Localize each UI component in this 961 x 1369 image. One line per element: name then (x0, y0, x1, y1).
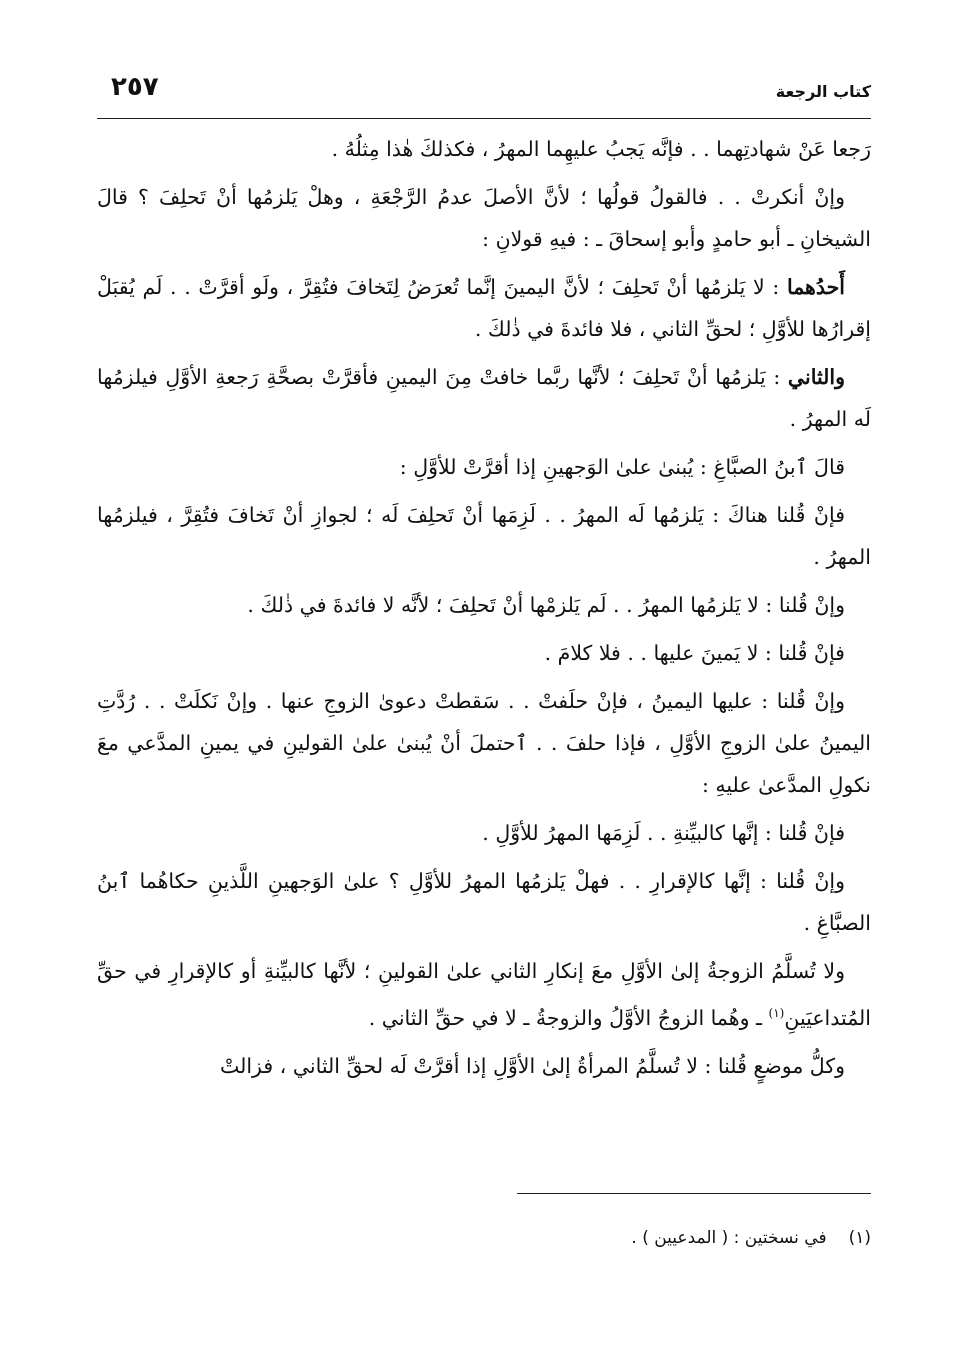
paragraph-text: فإنْ قُلنا : لا يَمينَ عليها . . فلا كلامَ . (544, 641, 845, 665)
paragraph-text: ولا تُسلَّمُ الزوجةُ إلىٰ الأوَّلِ معَ إنكارِ الثاني علىٰ القولينِ ؛ لأنَّها كالبيِّنةِ أو كالإقرارِ في حقِّ المُتداعيَينِ (97, 959, 871, 1030)
page-number: ٢٥٧ (111, 72, 159, 102)
paragraph (97, 860, 871, 944)
paragraph (97, 584, 871, 626)
paragraph-text: وإنْ قُلنا : لا يَلزمُها المهرُ . . لَم يَلزمْها أنْ تَحلِفَ ؛ لأنَّه لا فائدةَ في ذٰلكَ . (247, 593, 845, 617)
paragraph-text: فإنْ قُلنا : إنَّها كالبيِّنةِ . . لَزِمَها المهرُ للأوَّلِ . (482, 821, 845, 845)
paragraph-text: قالَ ٱبنُ الصبَّاغِ : يُبنىٰ علىٰ الوَجهينِ إذا أقرَّتْ للأوَّلِ : (399, 455, 845, 479)
paragraph (97, 494, 871, 578)
page-header (97, 62, 871, 119)
paragraph-text: وإنْ أنكرتْ . . فالقولُ قولُها ؛ لأنَّ الأصلَ عدمُ الرَّجْعَةِ ، وهلْ يَلزمُها أنْ تَحلِفَ ؟ قالَ الشيخانِ ـ أبو حامدٍ وأبو إسحاقَ ـ : فيهِ قولانِ : (97, 185, 871, 251)
paragraph-text: وإنْ قُلنا : عليها اليمينُ ، فإنْ حلَفتْ . . سَقطتْ دعوىٰ الزوجِ عنها . وإنْ نَكلَتْ . . رُدَّتِ اليمينُ علىٰ الزوجِ الأوَّلِ ، فإذا حلفَ . . ٱحتملَ أنْ يُبنىٰ علىٰ القولينِ في يمينِ المدَّعي معَ نكولِ المدَّعىٰ عليهِ : (97, 689, 871, 797)
paragraph (97, 950, 871, 1039)
footnote-marker: (١) (768, 1006, 785, 1020)
paragraph-text: ـ وهُما الزوجُ الأوَّلُ والزوجةُ ـ لا في حقِّ الثاني . (368, 1005, 769, 1030)
paragraph (97, 812, 871, 854)
footnote-text: في نسختين : ( المدعيين ) . (631, 1228, 827, 1248)
body-text (97, 128, 871, 1093)
paragraph-text: رَجعا عَنْ شهادتِهما . . فإنَّه يَجبُ عليهِما المهرُ ، فكذلكَ هٰذا مِثلُهُ . (331, 137, 871, 161)
paragraph-text: : لا يَلزمُها أنْ تَحلِفَ ؛ لأنَّ اليمينَ إنَّما تُعرَضُ لِتَخافَ فتُقِرَّ ، ولَو أقرَّتْ . . لَم يُقبَلْ إقرارُها للأوَّلِ ؛ لحقِّ الثاني ، فلا فائدةَ في ذٰلكَ . (97, 275, 871, 341)
paragraph-text: فإنْ قُلنا هناكَ : يَلزمُها لَه المهرُ . . لَزِمَها أنْ تَحلِفَ لَه ؛ لجوازِ أنْ تَخافَ فتُقِرَّ ، فيلزمُها المهرُ . (97, 503, 871, 569)
paragraph-text: : يَلزمُها أنْ تَحلِفَ ؛ لأنَّها ربَّما خافتْ مِنَ اليمينِ فأقرَّتْ بصحَّةِ رَجعةِ الأوَّلِ فيلزمُها لَه المهرُ . (97, 365, 871, 431)
footnote-separator (517, 1193, 871, 1194)
paragraph (97, 356, 871, 440)
paragraph (97, 446, 871, 488)
paragraph (97, 176, 871, 260)
paragraph (97, 632, 871, 674)
paragraph (97, 1045, 871, 1087)
paragraph-lead: والثاني (787, 365, 845, 389)
paragraph-text: وإنْ قُلنا : إنَّها كالإقرارِ . . فهلْ يَلزمُها المهرُ للأوَّلِ ؟ علىٰ الوَجهينِ اللَّذينِ حكاهُما ٱبنُ الصبَّاغِ . (97, 869, 871, 935)
footnote (97, 1228, 871, 1248)
paragraph-lead: أَحدُهما (786, 275, 845, 299)
paragraph (97, 128, 871, 170)
running-title: كتاب الرجعة (775, 82, 871, 101)
paragraph (97, 266, 871, 350)
footnote-number: (١) (848, 1228, 871, 1248)
paragraph-text: وكلُّ موضعٍ قُلنا : لا تُسلَّمُ المرأةُ إلىٰ الأوَّلِ إذا أقرَّتْ لَه لحقِّ الثاني ، فزالتْ (219, 1053, 845, 1078)
paragraph (97, 680, 871, 806)
